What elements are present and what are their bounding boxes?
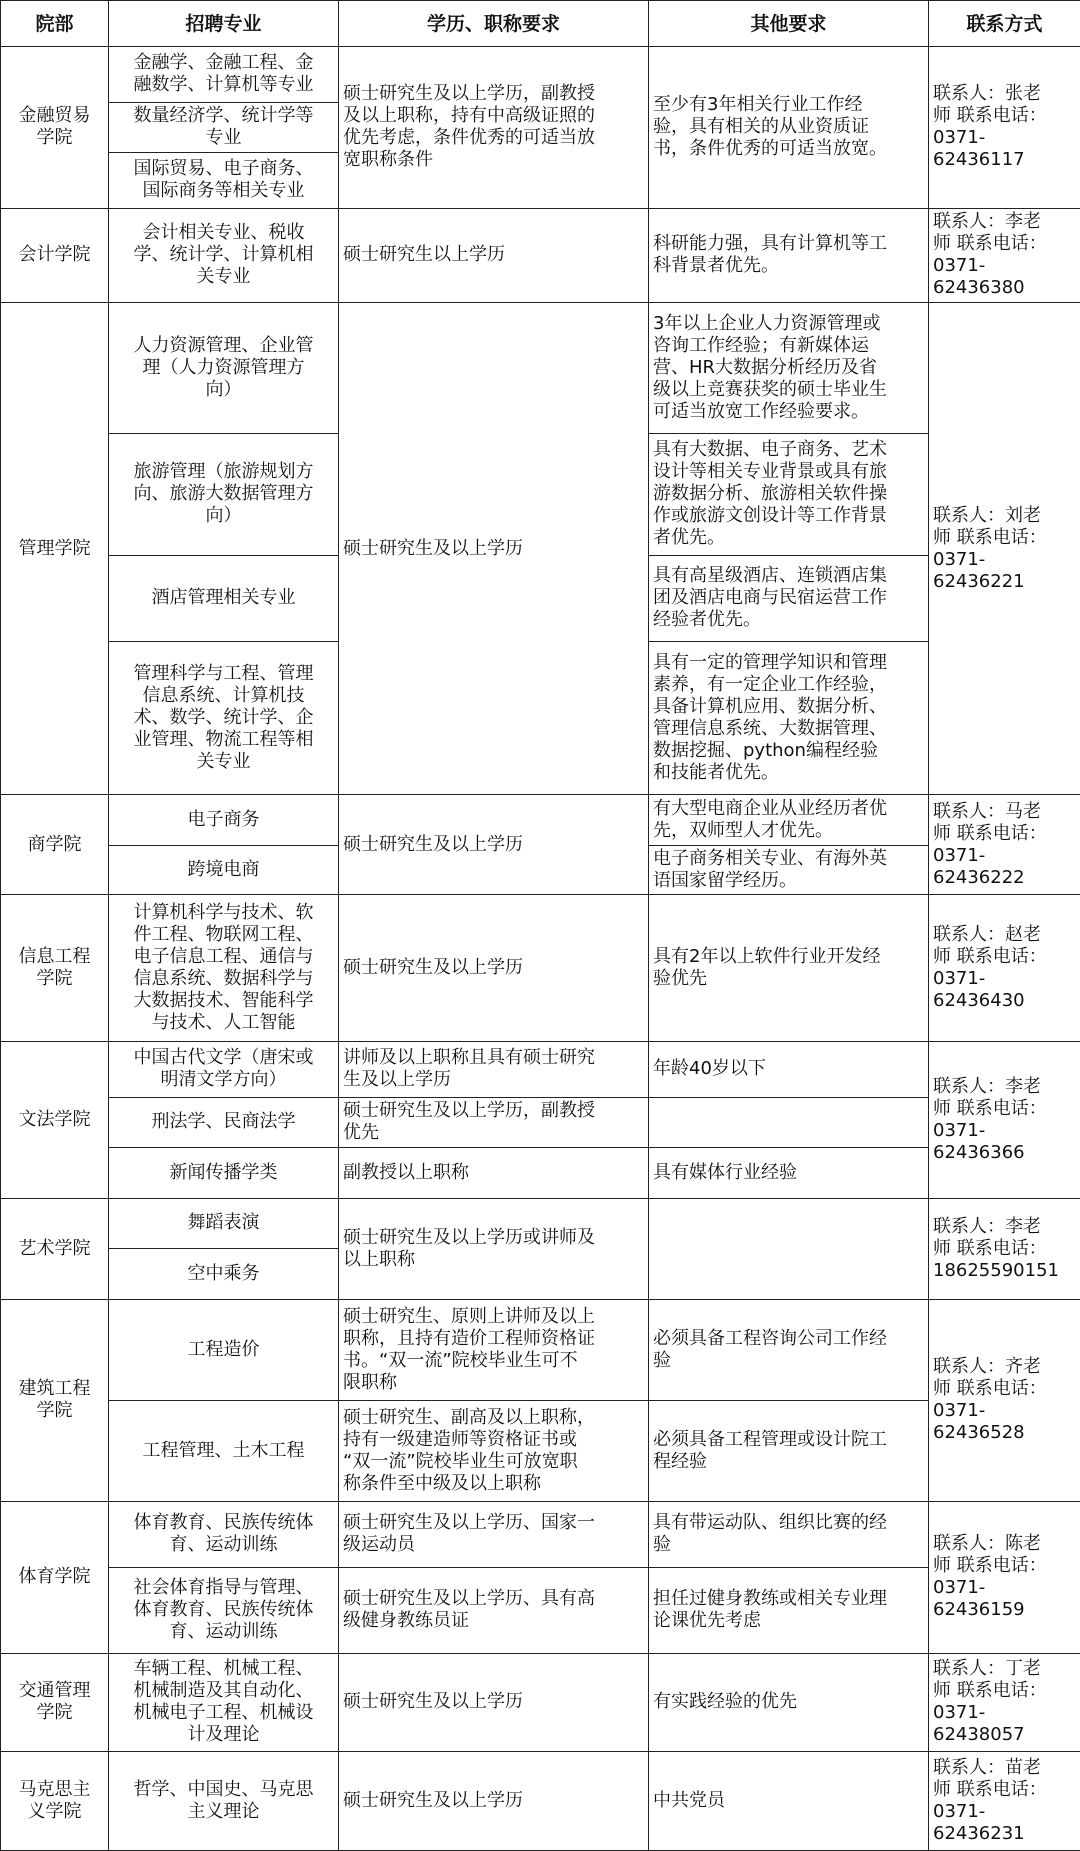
table-row <box>1 1097 1080 1148</box>
contact-cell: 联系人：苗老 师 联系电话： 0371- 62436231 <box>929 1751 1080 1850</box>
contact-cell: 联系人：张老 师 联系电话： 0371- 62436117 <box>929 47 1080 209</box>
contact-cell: 联系人：刘老 师 联系电话： 0371- 62436221 <box>929 302 1080 794</box>
dept-cell: 管理学院 <box>1 302 109 794</box>
major-cell: 数量经济学、统计学等 专业 <box>109 102 339 153</box>
contact-cell: 联系人：齐老 师 联系电话： 0371- 62436528 <box>929 1299 1080 1501</box>
education-cell: 副教授以上职称 <box>339 1148 649 1199</box>
table-row <box>1 47 1080 103</box>
table-row <box>1 208 1080 302</box>
other-cell: 必须具备工程管理或设计院工 程经验 <box>649 1400 929 1501</box>
table-row <box>1 1148 1080 1199</box>
other-cell: 有大型电商企业从业经历者优 先，双师型人才优先。 <box>649 795 929 846</box>
major-cell: 跨境电商 <box>109 845 339 895</box>
other-cell: 具有带运动队、组织比赛的经 验 <box>649 1501 929 1567</box>
other-cell: 担任过健身教练或相关专业理 论课优先考虑 <box>649 1567 929 1653</box>
dept-cell: 建筑工程 学院 <box>1 1299 109 1501</box>
dept-cell: 马克思主 义学院 <box>1 1751 109 1850</box>
other-cell: 电子商务相关专业、有海外英 语国家留学经历。 <box>649 845 929 895</box>
other-cell: 必须具备工程咨询公司工作经 验 <box>649 1299 929 1400</box>
contact-cell: 联系人：马老 师 联系电话： 0371- 62436222 <box>929 795 1080 895</box>
table-row <box>1 302 1080 433</box>
education-cell: 讲师及以上职称且具有硕士研究 生及以上学历 <box>339 1041 649 1097</box>
header-major: 招聘专业 <box>109 1 339 47</box>
dept-cell: 文法学院 <box>1 1041 109 1198</box>
education-cell: 硕士研究生及以上学历、国家一 级运动员 <box>339 1501 649 1567</box>
header-contact: 联系方式 <box>929 1 1080 47</box>
table-row <box>1 895 1080 1042</box>
contact-cell: 联系人：丁老 师 联系电话： 0371- 62438057 <box>929 1653 1080 1751</box>
dept-cell: 艺术学院 <box>1 1198 109 1299</box>
other-cell: 科研能力强，具有计算机等工 科背景者优先。 <box>649 208 929 302</box>
education-cell: 硕士研究生及以上学历，副教授 及以上职称，持有中高级证照的 优先考虑，条件优秀的可适当放 宽职称条件 <box>339 47 649 209</box>
table-row <box>1 1751 1080 1850</box>
dept-cell: 交通管理 学院 <box>1 1653 109 1751</box>
education-cell: 硕士研究生及以上学历 <box>339 795 649 895</box>
education-cell: 硕士研究生及以上学历 <box>339 1653 649 1751</box>
table-row <box>1 1653 1080 1751</box>
table-row <box>1 1400 1080 1501</box>
major-cell: 管理科学与工程、管理 信息系统、计算机技 术、数学、统计学、企 业管理、物流工程等相 关专业 <box>109 641 339 795</box>
header-other: 其他要求 <box>649 1 929 47</box>
major-cell: 电子商务 <box>109 795 339 846</box>
table-row <box>1 1299 1080 1400</box>
major-cell: 国际贸易、电子商务、 国际商务等相关专业 <box>109 153 339 209</box>
major-cell: 车辆工程、机械工程、 机械制造及其自动化、 机械电子工程、机械设 计及理论 <box>109 1653 339 1751</box>
education-cell: 硕士研究生及以上学历 <box>339 1751 649 1850</box>
table-row <box>1 1198 1080 1249</box>
major-cell: 哲学、中国史、马克思 主义理论 <box>109 1751 339 1850</box>
education-cell: 硕士研究生及以上学历，副教授 优先 <box>339 1097 649 1148</box>
education-cell: 硕士研究生、原则上讲师及以上 职称，且持有造价工程师资格证 书。“双一流”院校毕业生可不 限职称 <box>339 1299 649 1400</box>
header-row <box>1 1 1080 47</box>
major-cell: 酒店管理相关专业 <box>109 555 339 641</box>
major-cell: 工程管理、土木工程 <box>109 1400 339 1501</box>
dept-cell: 金融贸易 学院 <box>1 47 109 209</box>
major-cell: 人力资源管理、企业管 理（人力资源管理方 向） <box>109 302 339 433</box>
dept-cell: 体育学院 <box>1 1501 109 1653</box>
other-cell: 至少有3年相关行业工作经 验，具有相关的从业资质证 书，条件优秀的可适当放宽。 <box>649 47 929 209</box>
major-cell: 旅游管理（旅游规划方 向、旅游大数据管理方 向） <box>109 434 339 555</box>
education-cell: 硕士研究生及以上学历或讲师及 以上职称 <box>339 1198 649 1299</box>
table-row <box>1 1501 1080 1567</box>
other-cell: 具有一定的管理学知识和管理 素养，有一定企业工作经验， 具备计算机应用、数据分析、 管理信息系统、大数据管理、 数据挖掘、python编程经验 和技能者优先。 <box>649 641 929 795</box>
education-cell: 硕士研究生及以上学历 <box>339 895 649 1042</box>
major-cell: 体育教育、民族传统体 育、运动训练 <box>109 1501 339 1567</box>
education-cell: 硕士研究生及以上学历 <box>339 302 649 794</box>
major-cell: 舞蹈表演 <box>109 1198 339 1249</box>
table-row <box>1 795 1080 846</box>
other-cell: 中共党员 <box>649 1751 929 1850</box>
contact-cell: 联系人：李老 师 联系电话： 0371- 62436366 <box>929 1041 1080 1198</box>
major-cell: 工程造价 <box>109 1299 339 1400</box>
other-cell: 具有2年以上软件行业开发经 验优先 <box>649 895 929 1042</box>
major-cell: 社会体育指导与管理、 体育教育、民族传统体 育、运动训练 <box>109 1567 339 1653</box>
dept-cell: 商学院 <box>1 795 109 895</box>
major-cell: 中国古代文学（唐宋或 明清文学方向） <box>109 1041 339 1097</box>
table-row <box>1 1041 1080 1097</box>
other-cell: 具有媒体行业经验 <box>649 1148 929 1199</box>
major-cell: 计算机科学与技术、软 件工程、物联网工程、 电子信息工程、通信与 信息系统、数据科学与 大数据技术、智能科学 与技术、人工智能 <box>109 895 339 1042</box>
major-cell: 新闻传播学类 <box>109 1148 339 1199</box>
contact-cell: 联系人：李老 师 联系电话： 18625590151 <box>929 1198 1080 1299</box>
education-cell: 硕士研究生以上学历 <box>339 208 649 302</box>
other-cell: 具有高星级酒店、连锁酒店集 团及酒店电商与民宿运营工作 经验者优先。 <box>649 555 929 641</box>
contact-cell: 联系人：陈老 师 联系电话： 0371- 62436159 <box>929 1501 1080 1653</box>
header-dept: 院部 <box>1 1 109 47</box>
major-cell: 刑法学、民商法学 <box>109 1097 339 1148</box>
major-cell: 金融学、金融工程、金 融数学、计算机等专业 <box>109 47 339 103</box>
dept-cell: 信息工程 学院 <box>1 895 109 1042</box>
major-cell: 会计相关专业、税收 学、统计学、计算机相 关专业 <box>109 208 339 302</box>
education-cell: 硕士研究生、副高及以上职称， 持有一级建造师等资格证书或 “双一流”院校毕业生可放宽职 称条件至中级及以上职称 <box>339 1400 649 1501</box>
dept-cell: 会计学院 <box>1 208 109 302</box>
contact-cell: 联系人：赵老 师 联系电话： 0371- 62436430 <box>929 895 1080 1042</box>
other-cell <box>649 1097 929 1148</box>
major-cell: 空中乘务 <box>109 1249 339 1300</box>
other-cell: 3年以上企业人力资源管理或 咨询工作经验；有新媒体运 营、HR大数据分析经历及省 级以上竞赛获奖的硕士毕业生 可适当放宽工作经验要求。 <box>649 302 929 433</box>
other-cell: 年龄40岁以下 <box>649 1041 929 1097</box>
other-cell: 有实践经验的优先 <box>649 1653 929 1751</box>
header-education: 学历、职称要求 <box>339 1 649 47</box>
table-row <box>1 1567 1080 1653</box>
contact-cell: 联系人：李老 师 联系电话： 0371- 62436380 <box>929 208 1080 302</box>
other-cell <box>649 1198 929 1299</box>
other-cell: 具有大数据、电子商务、艺术 设计等相关专业背景或具有旅 游数据分析、旅游相关软件操 作或旅游文创设计等工作背景 者优先。 <box>649 434 929 555</box>
education-cell: 硕士研究生及以上学历、具有高 级健身教练员证 <box>339 1567 649 1653</box>
